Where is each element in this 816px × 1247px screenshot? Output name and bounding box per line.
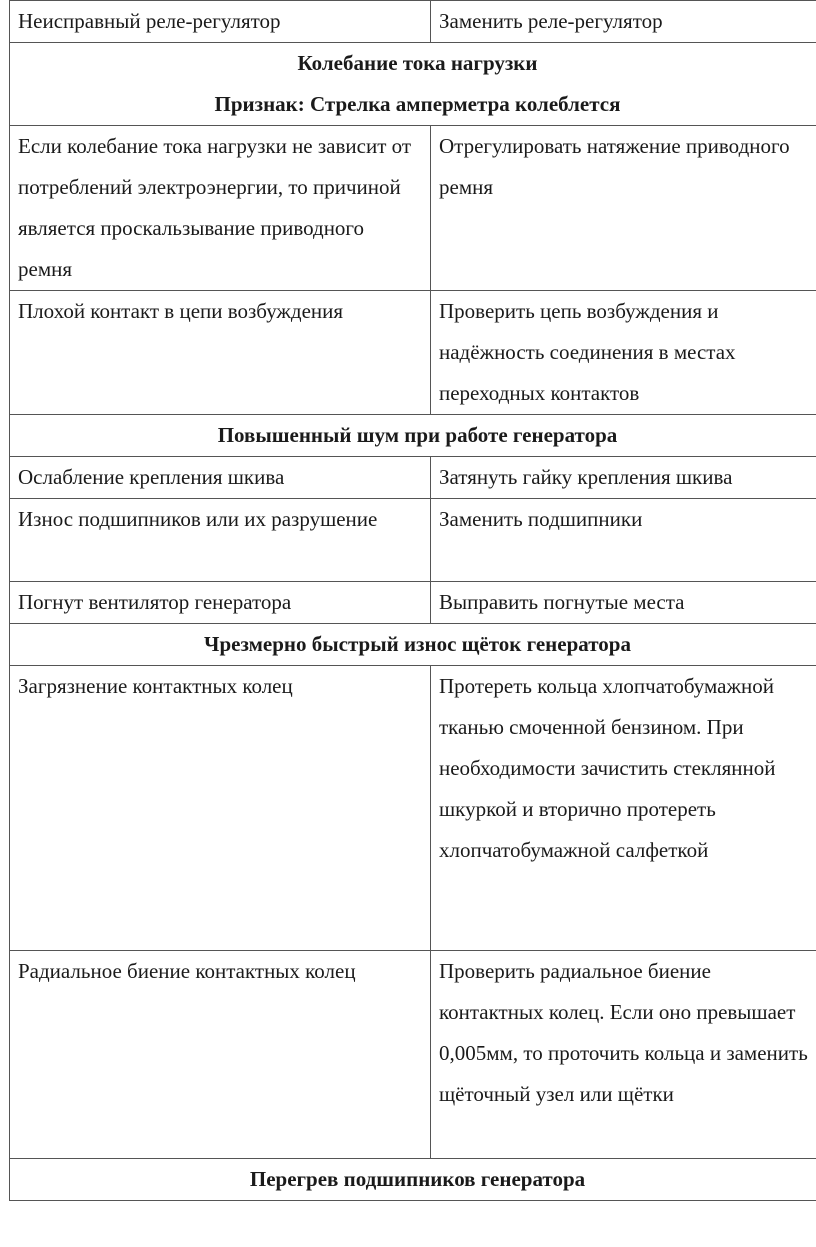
remedy-cell: Проверить цепь возбуждения и надёжность соединения в местах переходных контактов [431,291,816,415]
section-title: Колебание тока нагрузки [297,51,538,75]
remedy-cell: Заменить подшипники [431,499,816,582]
cause-cell: Погнут вентилятор генератора [10,582,431,624]
section-header [10,43,816,126]
table-row [10,582,816,624]
section-title: Повышенный шум при работе генератора [10,415,816,457]
cause-cell: Загрязнение контактных колец [10,666,431,951]
remedy-cell: Отрегулировать натяжение приводного ремня [431,126,816,291]
section-title: Перегрев подшипников генератора [10,1159,816,1201]
remedy-cell: Выправить погнутые места [431,582,816,624]
remedy-cell: Затянуть гайку крепления шкива [431,457,816,499]
table-row [10,457,816,499]
cause-cell: Износ подшипников или их разрушение [10,499,431,582]
troubleshooting-table [9,0,816,1201]
table-row [10,666,816,951]
cause-cell: Радиальное биение контактных колец [10,951,431,1159]
table-row [10,951,816,1159]
table-row [10,126,816,291]
table-row [10,291,816,415]
section-header-row [10,624,816,666]
table-row [10,499,816,582]
remedy-cell: Протереть кольца хлопчатобумажной тканью смоченной бензином. При необходимости зачистить стеклянной шкуркой и вторично протереть хлопчатобумажной салфеткой [431,666,816,951]
remedy-cell: Заменить реле-регулятор [431,1,816,43]
remedy-cell: Проверить радиальное биение контактных колец. Если оно превышает 0,005мм, то проточить кольца и заменить щёточный узел или щётки [431,951,816,1159]
cause-cell: Если колебание тока нагрузки не зависит от потреблений электроэнергии, то причиной является проскальзывание приводного ремня [10,126,431,291]
cause-cell: Неисправный реле-регулятор [10,1,431,43]
section-header-row [10,1159,816,1201]
table-row [10,1,816,43]
section-header-row [10,415,816,457]
section-title: Чрезмерно быстрый износ щёток генератора [10,624,816,666]
section-header-row [10,43,816,126]
section-subtitle: Признак: Стрелка амперметра колеблется [214,92,621,116]
cause-cell: Ослабление крепления шкива [10,457,431,499]
cause-cell: Плохой контакт в цепи возбуждения [10,291,431,415]
